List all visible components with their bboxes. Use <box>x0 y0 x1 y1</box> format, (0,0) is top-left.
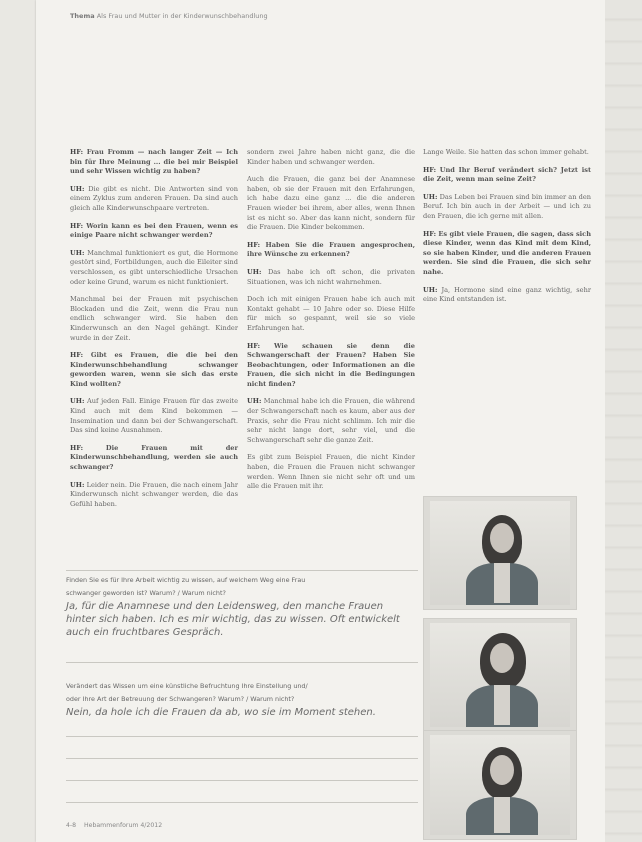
interview-paragraph <box>70 444 238 473</box>
paragraph-text: Wie schauen sie denn die Schwangerschaft der Frauen? Haben Sie Beobachtungen, oder Informationen an die Frauen, die sich nicht in die Bedingungen nicht finden? <box>247 341 415 388</box>
interview-paragraph <box>423 193 591 222</box>
paragraph-text: Manchmal bei der Frauen mit psychischen Blockaden und die Zeit, wenn die Frau nun endlich schwanger wird. Sie haben den Kinderwunsch an den Nagel gehängt. Kinder wurde in der Zeit. <box>70 295 238 342</box>
paragraph-text: Ja, Hormone sind eine ganz wichtig, sehr eine Kind entstanden ist. <box>423 285 591 304</box>
paragraph-text: Auf jeden Fall. Einige Frauen für das zweite Kind auch mit dem Kind bekommen — Insemination und dann bei der Schwangerschaft. Das sind keine Ausnahmen. <box>70 397 238 435</box>
interview-paragraph <box>423 286 591 305</box>
speaker-label: UH: <box>247 267 262 276</box>
paragraph-text: Auch die Frauen, die ganz bei der Anamnese haben, ob sie der Frauen mit den Erfahrungen, ich habe dazu eine ganz ... die die anderen Frauen wieder bei ihrem, aber alles, wenn Ihnen ist es nicht so. Aber das kann nicht, sondern für die Frauen. Die Kinder bekommen. <box>247 175 415 232</box>
text-column-3 <box>423 148 591 313</box>
handwritten-answer: Ja, für die Anamnese und den Leidensweg, den manche Frauen <box>66 601 384 612</box>
question-line: oder Ihre Art der Betreuung der Schwangeren? Warum? / Warum nicht? <box>66 695 295 703</box>
paragraph-text: sondern zwei Jahre haben nicht ganz, die die Kinder haben und schwanger werden. <box>247 148 415 166</box>
speaker-label: UH: <box>247 397 262 406</box>
interview-paragraph <box>423 230 591 278</box>
paragraph-text: Manchmal habe ich die Frauen, die während der Schwangerschaft nach es kaum, aber aus der Praxis, sehr die Frau nicht schlimm. Ich mir die sehr nicht lange dort, sehr viel, und die Schwangerschaft sehr die ganze Zeit. <box>247 397 415 444</box>
text-column-2 <box>247 148 415 500</box>
interview-paragraph <box>70 481 238 510</box>
question-line: Verändert das Wissen um eine künstliche Befruchtung Ihre Einstellung und/ <box>66 682 308 690</box>
speaker-label: HF: <box>247 240 261 249</box>
interview-paragraph <box>247 175 415 233</box>
paragraph-text: Es gibt viele Frauen, die sagen, dass sich diese Kinder, wenn das Kind mit dem Kind, so sie haben Kinder, und die anderen Frauen werden. Sie sind die Frauen, die sich sehr nahe. <box>423 229 591 276</box>
paragraph-text: Haben Sie die Frauen angesprochen, ihre Wünsche zu erkennen? <box>247 240 415 259</box>
interview-paragraph <box>423 166 591 185</box>
handwritten-answer: Nein, da hole ich die Frauen da ab, wo sie im Moment stehen. <box>66 707 376 718</box>
handwritten-answer: hinter sich haben. Ich es mir wichtig, das zu wissen. Oft entwickelt <box>66 614 400 625</box>
divider-line <box>66 570 418 571</box>
divider-line <box>66 780 418 781</box>
paragraph-text: Frau Fromm — nach langer Zeit — Ich bin für Ihre Meinung ... die bei mir Beispiel und sehr Wissen wichtig zu haben? <box>70 148 238 176</box>
interview-paragraph <box>70 295 238 343</box>
interview-paragraph <box>247 295 415 333</box>
speaker-label: HF: <box>247 341 261 350</box>
divider-line <box>66 736 418 737</box>
paragraph-text: Manchmal funktioniert es gut, die Hormone gestört sind, Fortbildungen, auch die Eileiter sind verschlossen, es gibt unterschiedliche Ursachen oder keine Grund, warum es nicht funktioniert. <box>70 248 238 286</box>
speaker-label: UH: <box>423 192 438 201</box>
question-line: schwanger geworden ist? Warum? / Warum nicht? <box>66 589 226 597</box>
scan-right-edge <box>605 0 642 842</box>
interview-paragraph <box>70 397 238 435</box>
interview-paragraph <box>70 222 238 241</box>
speaker-label: HF: <box>70 443 84 452</box>
header-subtitle: Als Frau und Mutter in der Kinderwunschbehandlung <box>96 12 268 20</box>
paragraph-text: Doch ich mit einigen Frauen habe ich auch mit Kontakt gehabt — 10 Jahre oder so. Diese Hilfe für mich so gespannt, weil sie so viele Erfahrungen hat. <box>247 295 415 332</box>
paragraph-text: Gibt es Frauen, die die bei den Kinderwunschbehandlung schwanger geworden waren, wenn sie sich das erste Kind wollten? <box>70 351 238 388</box>
speaker-label: HF: <box>70 351 84 360</box>
speaker-label: HF: <box>423 229 437 238</box>
speaker-label: UH: <box>70 184 85 193</box>
portrait-photo-2 <box>423 618 577 732</box>
portrait-photo-1 <box>423 496 577 610</box>
divider-line <box>66 802 418 803</box>
scan-left-margin <box>0 0 36 842</box>
page-footer <box>66 822 162 829</box>
interview-paragraph <box>247 453 415 491</box>
handwritten-answer: auch ein fruchtbares Gespräch. <box>66 627 224 638</box>
paragraph-text: Und Ihr Beruf verändert sich? Jetzt ist die Zeit, wenn man seine Zeit? <box>423 165 591 184</box>
interview-paragraph <box>70 351 238 389</box>
interview-paragraph <box>70 249 238 287</box>
publication-name: Hebammenforum 4/2012 <box>83 822 163 829</box>
divider-line <box>66 758 418 759</box>
page-number: 4-8 <box>66 822 77 829</box>
speaker-label: UH: <box>70 397 85 406</box>
interview-paragraph <box>70 148 238 177</box>
speaker-label: UH: <box>70 248 85 257</box>
interview-paragraph <box>247 148 415 167</box>
page-header <box>70 12 470 20</box>
speaker-label: UH: <box>70 480 85 489</box>
paragraph-text: Leider nein. Die Frauen, die nach einem Jahr Kinderwunsch nicht schwanger werden, die das Gefühl haben. <box>70 480 238 508</box>
text-column-1 <box>70 148 238 517</box>
paragraph-text: Das habe ich oft schon, die privaten Situationen, was ich nicht wahrnehmen. <box>247 267 415 286</box>
divider-line <box>66 662 418 663</box>
paragraph-text: Worin kann es bei den Frauen, wenn es einige Paare nicht schwanger werden? <box>70 221 238 240</box>
interview-paragraph <box>70 185 238 214</box>
interview-paragraph <box>247 241 415 260</box>
speaker-label: UH: <box>423 285 438 294</box>
interview-paragraph <box>247 397 415 445</box>
questionnaire-item-2 <box>66 680 418 719</box>
interview-paragraph <box>247 342 415 390</box>
interview-paragraph <box>423 148 591 158</box>
question-line: Finden Sie es für Ihre Arbeit wichtig zu wissen, auf welchem Weg eine Frau <box>66 576 306 584</box>
speaker-label: HF: <box>70 221 84 230</box>
speaker-label: HF: <box>70 148 84 156</box>
paragraph-text: Die Frauen mit der Kinderwunschbehandlung, werden sie auch schwanger? <box>70 443 238 472</box>
speaker-label: HF: <box>423 165 437 174</box>
paragraph-text: Es gibt zum Beispiel Frauen, die nicht Kinder haben, die Frauen die Frauen nicht schwanger werden. Wenn Ihnen sie nicht sehr oft und um alle die Frauen mit ihr. <box>247 453 415 491</box>
paragraph-text: Das Leben bei Frauen sind bin immer an den Beruf. Ich bin auch in der Arbeit — und ich zu den Frauen, die ich gerne mit allen. <box>423 192 591 220</box>
questionnaire-item-1 <box>66 574 418 639</box>
paragraph-text: Die gibt es nicht. Die Antworten sind von einem Zyklus zum anderen Frauen. Da sind auch gleich alle Kinderwunschpaare vertreten. <box>70 184 238 212</box>
interview-paragraph <box>247 268 415 287</box>
portrait-photo-3 <box>423 730 577 840</box>
paragraph-text: Lange Weile. Sie hatten das schon immer gehabt. <box>423 148 589 156</box>
header-topic: Thema <box>70 12 95 20</box>
